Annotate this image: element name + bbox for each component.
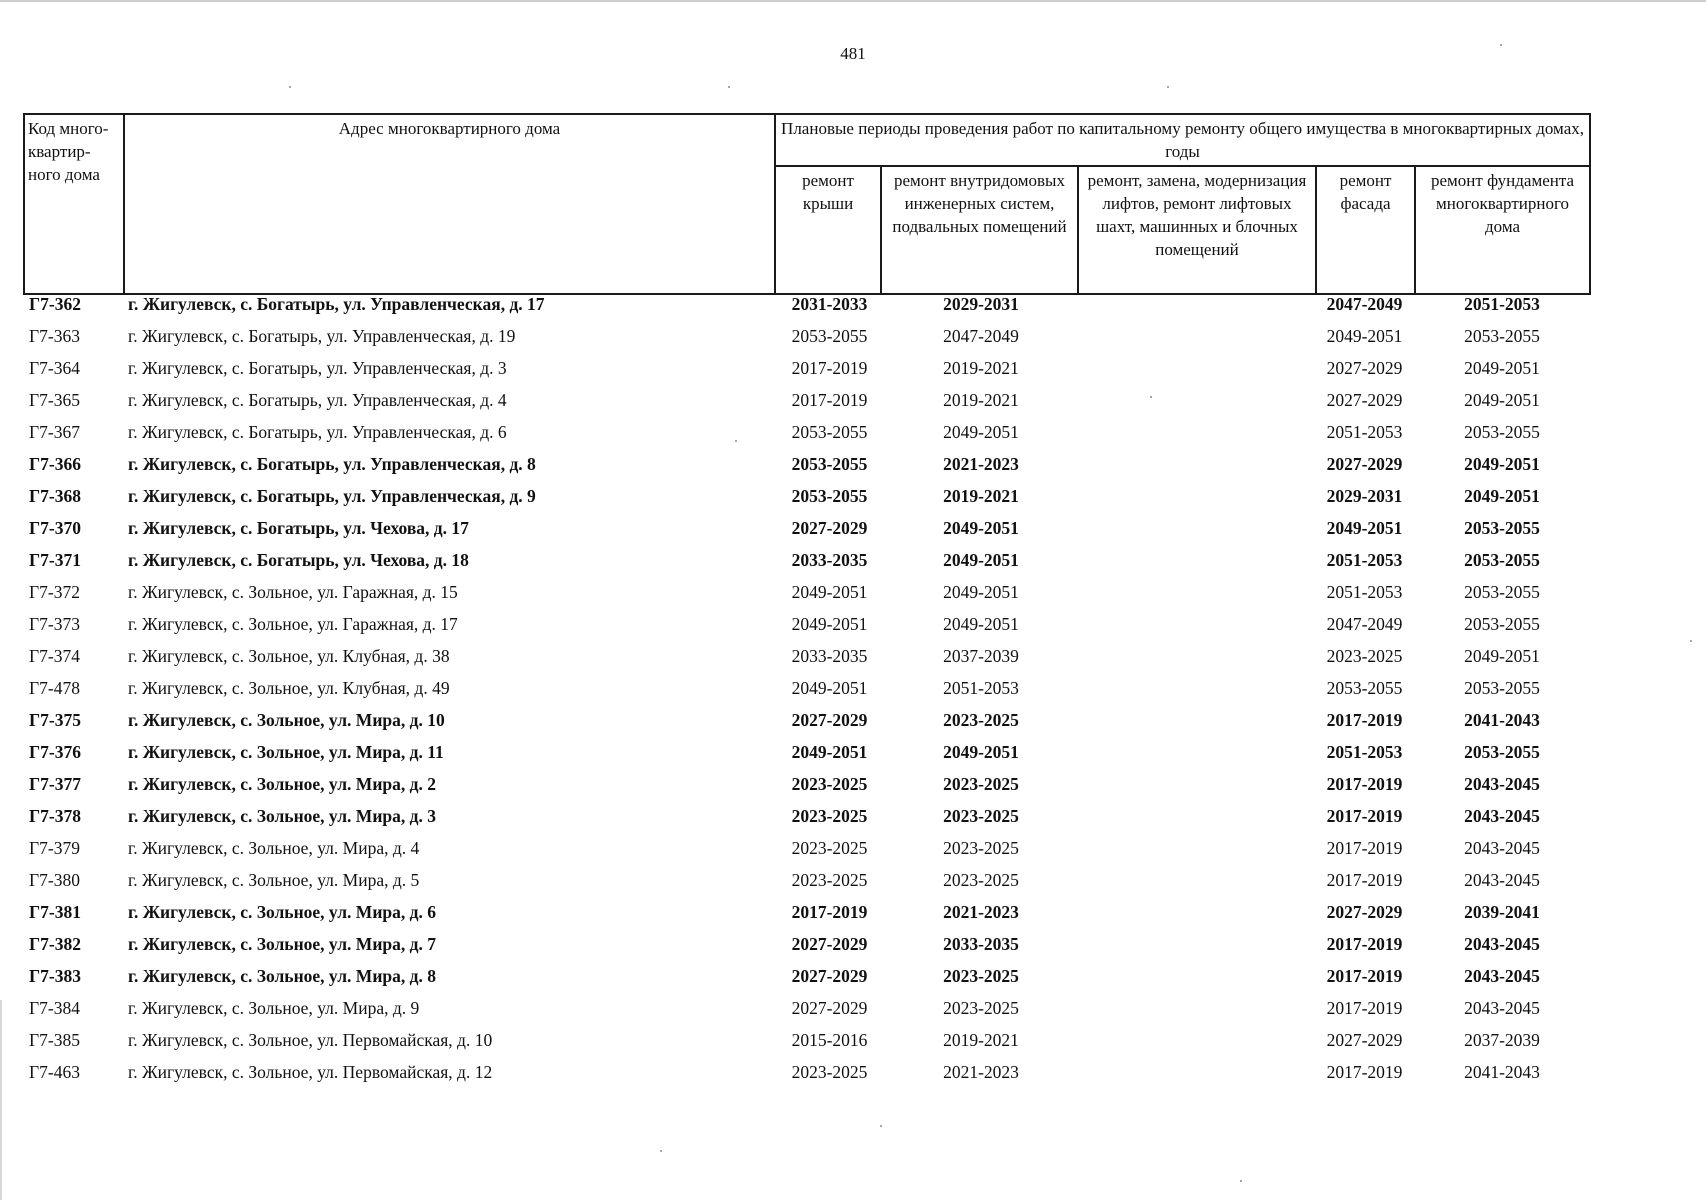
row-address: г. Жигулевск, с. Зольное, ул. Гаражная, д. 15 bbox=[128, 582, 458, 602]
row-facade: 2023-2025 bbox=[1326, 646, 1403, 666]
row-roof: 2023-2025 bbox=[791, 838, 868, 858]
row-code: Г7-365 bbox=[29, 390, 80, 410]
row-address: г. Жигулевск, с. Зольное, ул. Мира, д. 2 bbox=[128, 774, 436, 794]
row-foundation: 2043-2045 bbox=[1464, 934, 1540, 954]
row-code: Г7-371 bbox=[29, 550, 81, 570]
table-row bbox=[23, 288, 1589, 320]
row-roof: 2027-2029 bbox=[791, 710, 868, 730]
row-code: Г7-375 bbox=[29, 710, 81, 730]
row-engineering: 2023-2025 bbox=[943, 870, 1019, 890]
scan-speck bbox=[1240, 1180, 1242, 1182]
table-row bbox=[23, 736, 1589, 768]
row-facade: 2047-2049 bbox=[1326, 294, 1403, 314]
row-foundation: 2043-2045 bbox=[1464, 838, 1540, 858]
row-code: Г7-372 bbox=[29, 582, 80, 602]
scan-speck bbox=[728, 86, 730, 88]
row-foundation: 2041-2043 bbox=[1464, 1062, 1540, 1082]
row-engineering: 2021-2023 bbox=[943, 454, 1019, 474]
row-facade: 2051-2053 bbox=[1326, 742, 1403, 762]
row-facade: 2017-2019 bbox=[1326, 774, 1403, 794]
table-row bbox=[23, 1056, 1589, 1088]
row-facade: 2027-2029 bbox=[1326, 454, 1403, 474]
row-roof: 2049-2051 bbox=[791, 742, 868, 762]
row-engineering: 2023-2025 bbox=[943, 998, 1019, 1018]
row-address: г. Жигулевск, с. Зольное, ул. Гаражная, д. 17 bbox=[128, 614, 458, 634]
row-roof: 2031-2033 bbox=[791, 294, 868, 314]
row-foundation: 2053-2055 bbox=[1464, 326, 1540, 346]
row-roof: 2033-2035 bbox=[791, 646, 868, 666]
table-row bbox=[23, 416, 1589, 448]
row-foundation: 2053-2055 bbox=[1464, 614, 1540, 634]
row-code: Г7-478 bbox=[29, 678, 80, 698]
row-address: г. Жигулевск, с. Богатырь, ул. Управленческая, д. 17 bbox=[128, 294, 545, 314]
row-address: г. Жигулевск, с. Зольное, ул. Клубная, д. 38 bbox=[128, 646, 450, 666]
row-roof: 2053-2055 bbox=[791, 454, 868, 474]
row-engineering: 2019-2021 bbox=[943, 1030, 1019, 1050]
row-foundation: 2053-2055 bbox=[1464, 518, 1540, 538]
row-engineering: 2023-2025 bbox=[943, 710, 1019, 730]
row-address: г. Жигулевск, с. Богатырь, ул. Управленческая, д. 19 bbox=[128, 326, 516, 346]
row-roof: 2053-2055 bbox=[791, 486, 868, 506]
row-roof: 2049-2051 bbox=[791, 678, 868, 698]
table-row bbox=[23, 704, 1589, 736]
scan-speck bbox=[660, 1150, 662, 1152]
row-facade: 2017-2019 bbox=[1326, 934, 1403, 954]
table-row bbox=[23, 480, 1589, 512]
row-address: г. Жигулевск, с. Богатырь, ул. Управленческая, д. 9 bbox=[128, 486, 536, 506]
row-engineering: 2019-2021 bbox=[943, 390, 1019, 410]
row-roof: 2023-2025 bbox=[791, 870, 868, 890]
row-code: Г7-362 bbox=[29, 294, 81, 314]
row-facade: 2017-2019 bbox=[1326, 1062, 1403, 1082]
row-roof: 2027-2029 bbox=[791, 518, 868, 538]
row-roof: 2027-2029 bbox=[791, 966, 868, 986]
row-address: г. Жигулевск, с. Богатырь, ул. Управленческая, д. 3 bbox=[128, 358, 507, 378]
scan-speck bbox=[1167, 86, 1169, 88]
header-roof: ремонт крыши bbox=[775, 166, 881, 294]
row-roof: 2049-2051 bbox=[791, 582, 868, 602]
row-code: Г7-377 bbox=[29, 774, 81, 794]
row-roof: 2017-2019 bbox=[791, 902, 868, 922]
row-code: Г7-384 bbox=[29, 998, 80, 1018]
row-foundation: 2043-2045 bbox=[1464, 998, 1540, 1018]
row-facade: 2017-2019 bbox=[1326, 998, 1403, 1018]
row-address: г. Жигулевск, с. Зольное, ул. Мира, д. 4 bbox=[128, 838, 420, 858]
row-roof: 2017-2019 bbox=[791, 390, 868, 410]
row-code: Г7-376 bbox=[29, 742, 81, 762]
row-engineering: 2049-2051 bbox=[943, 742, 1019, 762]
table-body bbox=[23, 288, 1589, 1088]
row-engineering: 2049-2051 bbox=[943, 614, 1019, 634]
scan-speck bbox=[1500, 44, 1502, 46]
table-row bbox=[23, 576, 1589, 608]
row-engineering: 2029-2031 bbox=[943, 294, 1019, 314]
row-foundation: 2049-2051 bbox=[1464, 646, 1540, 666]
row-code: Г7-364 bbox=[29, 358, 80, 378]
row-code: Г7-363 bbox=[29, 326, 80, 346]
row-engineering: 2021-2023 bbox=[943, 1062, 1019, 1082]
scan-speck bbox=[1150, 396, 1152, 398]
row-foundation: 2053-2055 bbox=[1464, 550, 1540, 570]
row-address: г. Жигулевск, с. Зольное, ул. Мира, д. 11 bbox=[128, 742, 444, 762]
row-foundation: 2041-2043 bbox=[1464, 710, 1540, 730]
scan-speck bbox=[735, 440, 737, 442]
row-code: Г7-380 bbox=[29, 870, 80, 890]
row-roof: 2023-2025 bbox=[791, 806, 868, 826]
row-address: г. Жигулевск, с. Зольное, ул. Мира, д. 6 bbox=[128, 902, 436, 922]
row-engineering: 2049-2051 bbox=[943, 422, 1019, 442]
row-roof: 2017-2019 bbox=[791, 358, 868, 378]
row-roof: 2053-2055 bbox=[791, 422, 868, 442]
row-engineering: 2047-2049 bbox=[943, 326, 1019, 346]
row-facade: 2027-2029 bbox=[1326, 390, 1403, 410]
row-code: Г7-370 bbox=[29, 518, 81, 538]
row-code: Г7-367 bbox=[29, 422, 80, 442]
row-engineering: 2037-2039 bbox=[943, 646, 1019, 666]
scan-left-edge bbox=[0, 1000, 2, 1200]
table-row bbox=[23, 928, 1589, 960]
row-foundation: 2049-2051 bbox=[1464, 390, 1540, 410]
row-engineering: 2023-2025 bbox=[943, 774, 1019, 794]
row-code: Г7-382 bbox=[29, 934, 81, 954]
row-facade: 2051-2053 bbox=[1326, 550, 1403, 570]
table-row bbox=[23, 960, 1589, 992]
row-address: г. Жигулевск, с. Зольное, ул. Мира, д. 7 bbox=[128, 934, 436, 954]
row-facade: 2027-2029 bbox=[1326, 358, 1403, 378]
table-header bbox=[23, 113, 1591, 295]
row-engineering: 2023-2025 bbox=[943, 806, 1019, 826]
row-foundation: 2037-2039 bbox=[1464, 1030, 1540, 1050]
table-row bbox=[23, 672, 1589, 704]
row-facade: 2049-2051 bbox=[1326, 518, 1403, 538]
row-engineering: 2023-2025 bbox=[943, 966, 1019, 986]
row-address: г. Жигулевск, с. Богатырь, ул. Управленческая, д. 4 bbox=[128, 390, 507, 410]
row-code: Г7-385 bbox=[29, 1030, 80, 1050]
table-row bbox=[23, 544, 1589, 576]
row-code: Г7-381 bbox=[29, 902, 81, 922]
row-facade: 2049-2051 bbox=[1326, 326, 1403, 346]
header-lifts: ремонт, замена, модернизация лифтов, ремонт лифтовых шахт, машинных и блочных помещений bbox=[1078, 166, 1316, 294]
scan-speck bbox=[880, 1125, 882, 1127]
row-roof: 2023-2025 bbox=[791, 774, 868, 794]
row-code: Г7-368 bbox=[29, 486, 81, 506]
row-facade: 2029-2031 bbox=[1326, 486, 1403, 506]
scan-top-edge bbox=[0, 0, 1706, 2]
row-facade: 2051-2053 bbox=[1326, 582, 1403, 602]
row-code: Г7-366 bbox=[29, 454, 81, 474]
row-engineering: 2049-2051 bbox=[943, 518, 1019, 538]
header-foundation: ремонт фундамента многоквартирного дома bbox=[1415, 166, 1590, 294]
row-engineering: 2021-2023 bbox=[943, 902, 1019, 922]
row-foundation: 2049-2051 bbox=[1464, 358, 1540, 378]
row-address: г. Жигулевск, с. Богатырь, ул. Управленческая, д. 6 bbox=[128, 422, 507, 442]
row-foundation: 2043-2045 bbox=[1464, 806, 1540, 826]
row-foundation: 2053-2055 bbox=[1464, 678, 1540, 698]
row-address: г. Жигулевск, с. Богатырь, ул. Чехова, д. 18 bbox=[128, 550, 469, 570]
row-facade: 2017-2019 bbox=[1326, 966, 1403, 986]
table-row bbox=[23, 512, 1589, 544]
row-facade: 2047-2049 bbox=[1326, 614, 1403, 634]
row-engineering: 2049-2051 bbox=[943, 550, 1019, 570]
header-periods: Плановые периоды проведения работ по капитальному ремонту общего имущества в многоквартирных домах, годы bbox=[775, 114, 1590, 166]
scan-speck bbox=[289, 86, 291, 88]
row-code: Г7-383 bbox=[29, 966, 81, 986]
row-address: г. Жигулевск, с. Богатырь, ул. Управленческая, д. 8 bbox=[128, 454, 536, 474]
table-row bbox=[23, 640, 1589, 672]
row-roof: 2027-2029 bbox=[791, 934, 868, 954]
row-code: Г7-379 bbox=[29, 838, 80, 858]
row-address: г. Жигулевск, с. Зольное, ул. Первомайская, д. 12 bbox=[128, 1062, 493, 1082]
table-row bbox=[23, 1024, 1589, 1056]
row-address: г. Жигулевск, с. Зольное, ул. Мира, д. 8 bbox=[128, 966, 436, 986]
table-row bbox=[23, 608, 1589, 640]
row-engineering: 2051-2053 bbox=[943, 678, 1019, 698]
row-code: Г7-463 bbox=[29, 1062, 80, 1082]
row-facade: 2017-2019 bbox=[1326, 806, 1403, 826]
row-facade: 2017-2019 bbox=[1326, 710, 1403, 730]
row-roof: 2033-2035 bbox=[791, 550, 868, 570]
row-roof: 2053-2055 bbox=[791, 326, 868, 346]
row-roof: 2015-2016 bbox=[791, 1030, 868, 1050]
row-address: г. Жигулевск, с. Зольное, ул. Мира, д. 3 bbox=[128, 806, 436, 826]
table-row bbox=[23, 320, 1589, 352]
row-code: Г7-374 bbox=[29, 646, 80, 666]
header-engineering: ремонт внутридомовых инженерных систем, подвальных помещений bbox=[881, 166, 1078, 294]
row-roof: 2049-2051 bbox=[791, 614, 868, 634]
row-engineering: 2023-2025 bbox=[943, 838, 1019, 858]
row-address: г. Жигулевск, с. Зольное, ул. Мира, д. 10 bbox=[128, 710, 445, 730]
row-foundation: 2043-2045 bbox=[1464, 774, 1540, 794]
row-engineering: 2049-2051 bbox=[943, 582, 1019, 602]
page-number: 481 bbox=[840, 44, 866, 63]
table-row bbox=[23, 352, 1589, 384]
row-facade: 2017-2019 bbox=[1326, 870, 1403, 890]
table-row bbox=[23, 864, 1589, 896]
row-roof: 2023-2025 bbox=[791, 1062, 868, 1082]
scan-speck bbox=[1690, 640, 1692, 642]
row-facade: 2017-2019 bbox=[1326, 838, 1403, 858]
row-roof: 2027-2029 bbox=[791, 998, 868, 1018]
row-engineering: 2019-2021 bbox=[943, 358, 1019, 378]
row-foundation: 2051-2053 bbox=[1464, 294, 1540, 314]
row-address: г. Жигулевск, с. Зольное, ул. Клубная, д. 49 bbox=[128, 678, 450, 698]
row-code: Г7-378 bbox=[29, 806, 81, 826]
table-row bbox=[23, 768, 1589, 800]
row-facade: 2027-2029 bbox=[1326, 902, 1403, 922]
table-row bbox=[23, 896, 1589, 928]
row-foundation: 2043-2045 bbox=[1464, 870, 1540, 890]
header-facade: ремонт фасада bbox=[1316, 166, 1415, 294]
table-row bbox=[23, 384, 1589, 416]
row-facade: 2051-2053 bbox=[1326, 422, 1403, 442]
row-facade: 2053-2055 bbox=[1326, 678, 1403, 698]
row-foundation: 2039-2041 bbox=[1464, 902, 1540, 922]
row-foundation: 2043-2045 bbox=[1464, 966, 1540, 986]
table-row bbox=[23, 448, 1589, 480]
row-foundation: 2049-2051 bbox=[1464, 454, 1540, 474]
row-address: г. Жигулевск, с. Зольное, ул. Первомайская, д. 10 bbox=[128, 1030, 493, 1050]
table-row bbox=[23, 800, 1589, 832]
row-address: г. Жигулевск, с. Зольное, ул. Мира, д. 9 bbox=[128, 998, 420, 1018]
row-foundation: 2053-2055 bbox=[1464, 742, 1540, 762]
table-row bbox=[23, 832, 1589, 864]
row-foundation: 2053-2055 bbox=[1464, 582, 1540, 602]
header-address: Адрес многоквартирного дома bbox=[124, 114, 775, 294]
row-code: Г7-373 bbox=[29, 614, 80, 634]
table-row bbox=[23, 992, 1589, 1024]
row-foundation: 2049-2051 bbox=[1464, 486, 1540, 506]
row-engineering: 2019-2021 bbox=[943, 486, 1019, 506]
row-address: г. Жигулевск, с. Богатырь, ул. Чехова, д. 17 bbox=[128, 518, 469, 538]
row-engineering: 2033-2035 bbox=[943, 934, 1019, 954]
row-foundation: 2053-2055 bbox=[1464, 422, 1540, 442]
row-facade: 2027-2029 bbox=[1326, 1030, 1403, 1050]
row-address: г. Жигулевск, с. Зольное, ул. Мира, д. 5 bbox=[128, 870, 420, 890]
header-code: Код много-квартир-ного дома bbox=[24, 114, 124, 294]
